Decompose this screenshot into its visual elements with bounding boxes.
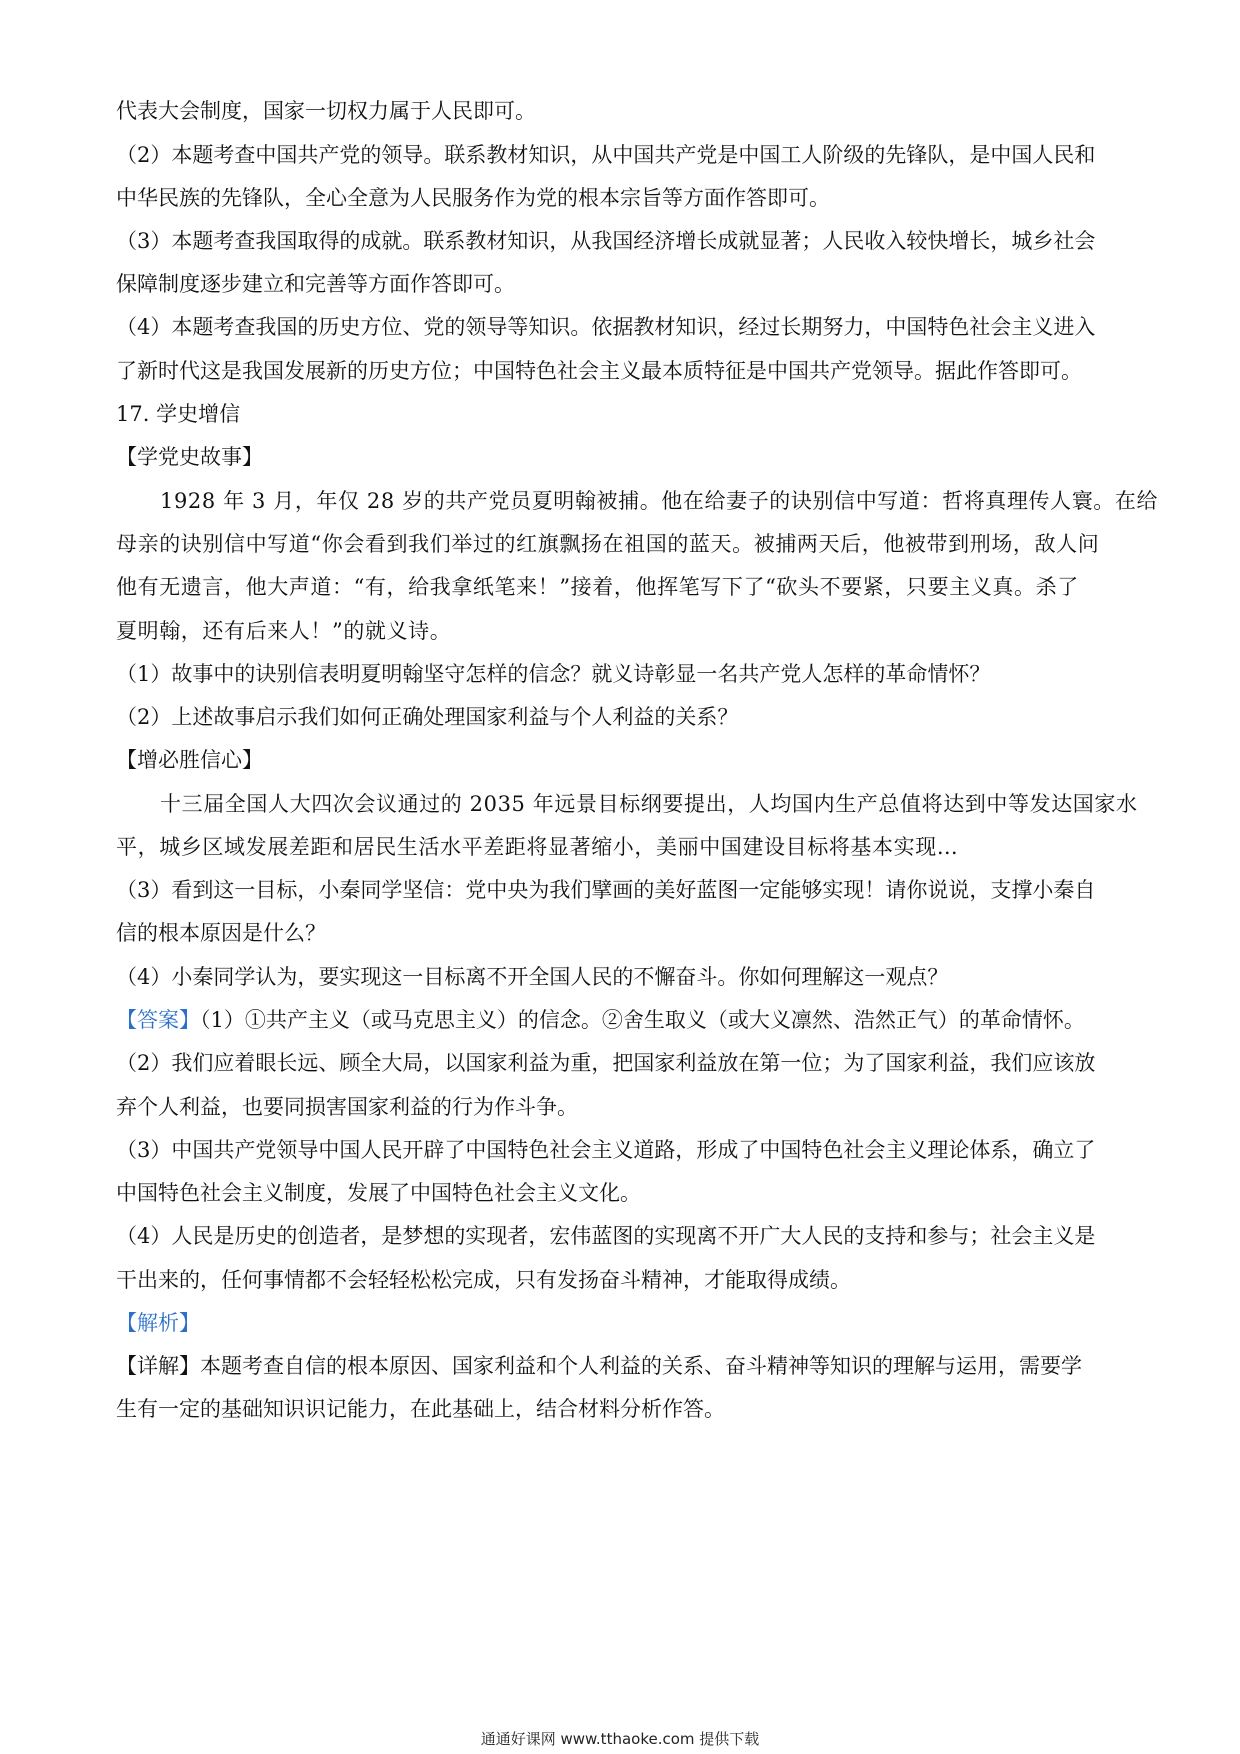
- text-line: 保障制度逐步建立和完善等方面作答即可。: [116, 272, 515, 296]
- answer-line: 弃个人利益，也要同损害国家利益的行为作斗争。: [116, 1095, 578, 1119]
- question-heading: 17. 学史增信: [116, 402, 241, 426]
- story-line: 平，城乡区域发展差距和居民生活水平差距将显著缩小，美丽中国建设目标将基本实现…: [116, 835, 959, 859]
- question-line: （3）看到这一目标，小秦同学坚信：党中央为我们擘画的美好蓝图一定能够实现！请你说说，支撑小秦自: [116, 878, 1096, 902]
- section-heading: 【学党史故事】: [116, 445, 263, 469]
- question-line: （1）故事中的诀别信表明夏明翰坚守怎样的信念？就义诗彰显一名共产党人怎样的革命情怀？: [116, 662, 991, 686]
- question-line: （2）上述故事启示我们如何正确处理国家利益与个人利益的关系？: [116, 705, 739, 729]
- story-line: 1928 年 3 月，年仅 28 岁的共产党员夏明翰被捕。他在给妻子的诀别信中写道：哲将真理传人寰。在给: [160, 489, 1159, 513]
- text-line: （3）本题考查我国取得的成就。联系教材知识，从我国经济增长成就显著；人民收入较快增长，城乡社会: [116, 229, 1096, 253]
- answer-line: （3）中国共产党领导中国人民开辟了中国特色社会主义道路，形成了中国特色社会主义理论体系，确立了: [116, 1138, 1096, 1162]
- analysis-tag: 【解析】: [116, 1311, 200, 1335]
- text-line: 了新时代这是我国发展新的历史方位；中国特色社会主义最本质特征是中国共产党领导。据此作答即可。: [116, 359, 1082, 383]
- page-footer: 通通好课网 www.tthaoke.com 提供下载: [480, 1730, 760, 1748]
- text-line: 代表大会制度，国家一切权力属于人民即可。: [116, 99, 536, 123]
- question-line: 信的根本原因是什么？: [116, 921, 326, 945]
- answer-line: [116, 1005, 1126, 1035]
- story-line: 母亲的诀别信中写道“你会看到我们举过的红旗飘扬在祖国的蓝天。被捕两天后，他被带到刑场，敌人问: [116, 532, 1100, 556]
- answer-tag: 【答案】: [116, 1008, 200, 1032]
- answer-text: （1）①共产主义（或马克思主义）的信念。②舍生取义（或大义凛然、浩然正气）的革命情怀。: [200, 1008, 1085, 1032]
- detail-line: 生有一定的基础知识识记能力，在此基础上，结合材料分析作答。: [116, 1397, 725, 1421]
- answer-line: 干出来的，任何事情都不会轻轻松松完成，只有发扬奋斗精神，才能取得成绩。: [116, 1268, 851, 1292]
- section-heading: 【增必胜信心】: [116, 748, 263, 772]
- answer-line: （2）我们应着眼长远、顾全大局，以国家利益为重，把国家利益放在第一位；为了国家利益，我们应该放: [116, 1051, 1096, 1075]
- detail-line: 【详解】本题考查自信的根本原因、国家利益和个人利益的关系、奋斗精神等知识的理解与运用，需要学: [116, 1354, 1082, 1378]
- answer-line: 中国特色社会主义制度，发展了中国特色社会主义文化。: [116, 1181, 641, 1205]
- question-line: （4）小秦同学认为，要实现这一目标离不开全国人民的不懈奋斗。你如何理解这一观点？: [116, 965, 949, 989]
- text-line: （2）本题考查中国共产党的领导。联系教材知识，从中国共产党是中国工人阶级的先锋队，是中国人民和: [116, 143, 1096, 167]
- text-line: 中华民族的先锋队，全心全意为人民服务作为党的根本宗旨等方面作答即可。: [116, 186, 830, 210]
- text-line: （4）本题考查我国的历史方位、党的领导等知识。依据教材知识，经过长期努力，中国特色社会主义进入: [116, 315, 1096, 339]
- story-line: 夏明翰，还有后来人！”的就义诗。: [116, 619, 452, 643]
- story-line: 他有无遗言，他大声道：“有，给我拿纸笔来！”接着，他挥笔写下了“砍头不要紧，只要主义真。杀了: [116, 575, 1079, 599]
- answer-line: （4）人民是历史的创造者，是梦想的实现者，宏伟蓝图的实现离不开广大人民的支持和参与；社会主义是: [116, 1224, 1096, 1248]
- story-line: 十三届全国人大四次会议通过的 2035 年远景目标纲要提出，人均国内生产总值将达到中等发达国家水: [160, 792, 1138, 816]
